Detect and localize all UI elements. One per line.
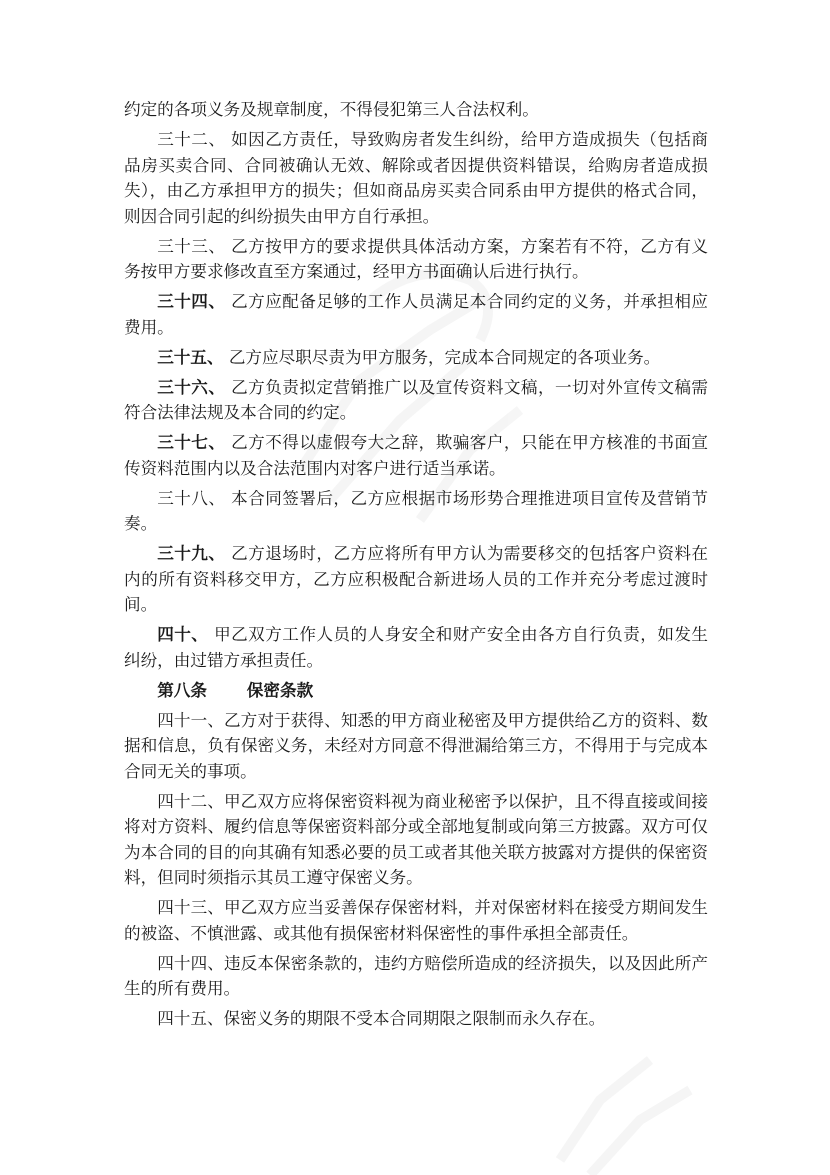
clause-number: 三十八、 — [157, 488, 226, 508]
clause-33 — [124, 234, 708, 285]
clause-number: 四十、 — [157, 624, 209, 644]
clause-42 — [124, 789, 708, 891]
clause-text: 乙方不得以虚假夸大之辞，欺骗客户，只能在甲方核准的书面宣传资料范围内以及合法范围内对客户进行适当承诺。 — [124, 433, 709, 478]
clause-text: 乙方按甲方的要求提供具体活动方案，方案若有不符，乙方有义务按甲方要求修改直至方案通过，经甲方书面确认后进行执行。 — [124, 236, 709, 281]
clause-number: 三十六、 — [157, 376, 226, 397]
clause-number: 三十二、 — [157, 130, 226, 149]
section-number: 第八条 — [157, 679, 207, 700]
clause-35 — [124, 345, 708, 371]
paragraph-continuation — [124, 97, 708, 123]
clause-text: 本合同签署后，乙方应根据市场形势合理推进项目宣传及营销节奏。 — [124, 488, 709, 533]
clause-34 — [124, 289, 708, 340]
clause-text: 四十二、甲乙双方应将保密资料视为商业秘密予以保护，且不得直接或间接将对方资料、履约信息等保密资料部分或全部地复制或向第三方披露。双方可仅为本合同的目的向其确有知悉必要的员工或者其他关联方披露对方提供的保密资料，但同时须指示其员工遵守保密义务。 — [124, 791, 708, 887]
clause-number: 三十三、 — [157, 236, 226, 256]
clause-36 — [124, 375, 708, 426]
section-title: 保密条款 — [246, 679, 314, 700]
clause-text: 乙方应配备足够的工作人员满足本合同约定的义务，并承担相应费用。 — [124, 292, 709, 337]
clause-41 — [124, 708, 708, 785]
clause-text: 乙方负责拟定营销推广以及宣传资料文稿，一切对外宣传文稿需符合法律法规及本合同的约定。 — [124, 377, 709, 422]
clause-text: 如因乙方责任，导致购房者发生纠纷，给甲方造成损失（包括商品房买卖合同、合同被确认无效、解除或者因提供资料错误，给购房者造成损失），由乙方承担甲方的损失；但如商品房买卖合同系由甲方提供的格式合同，则因合同引起的纠纷损失由甲方自行承担。 — [124, 130, 709, 226]
document-body — [124, 97, 708, 1036]
clause-text: 四十五、保密义务的期限不受本合同期限之限制而永久存在。 — [157, 1009, 606, 1028]
clause-40 — [124, 622, 708, 673]
clause-text: 乙方应尽职尽责为甲方服务，完成本合同规定的各项业务。 — [228, 347, 661, 367]
clause-38 — [124, 486, 708, 537]
clause-number: 三十九、 — [157, 543, 226, 563]
clause-text: 甲乙双方工作人员的人身安全和财产安全由各方自行负责，如发生纠纷，由过错方承担责任。 — [124, 625, 709, 670]
paragraph-text: 约定的各项义务及规章制度，不得侵犯第三人合法权利。 — [124, 100, 539, 119]
clause-32 — [124, 127, 708, 229]
clause-44 — [124, 951, 708, 1002]
clause-39 — [124, 541, 708, 618]
clause-37 — [124, 430, 708, 481]
section-heading — [124, 678, 708, 704]
clause-number: 三十五、 — [157, 346, 224, 367]
clause-text: 乙方退场时，乙方应将所有甲方认为需要移交的包括客户资料在内的所有资料移交甲方，乙方应积极配合新进场人员的工作并充分考虑过渡时间。 — [124, 544, 709, 614]
clause-45 — [124, 1006, 708, 1032]
clause-number: 三十四、 — [157, 291, 226, 311]
clause-43 — [124, 895, 708, 946]
clause-text: 四十一、乙方对于获得、知悉的甲方商业秘密及甲方提供给乙方的资料、数据和信息，负有保密义务，未经对方同意不得泄漏给第三方，不得用于与完成本合同无关的事项。 — [124, 710, 708, 781]
clause-text: 四十三、甲乙双方应当妥善保存保密材料，并对保密材料在接受方期间发生的被盗、不慎泄露、或其他有损保密材料保密性的事件承担全部责任。 — [124, 898, 708, 943]
clause-text: 四十四、违反本保密条款的，违约方赔偿所造成的经济损失，以及因此所产生的所有费用。 — [124, 953, 708, 998]
clause-number: 三十七、 — [157, 432, 226, 452]
